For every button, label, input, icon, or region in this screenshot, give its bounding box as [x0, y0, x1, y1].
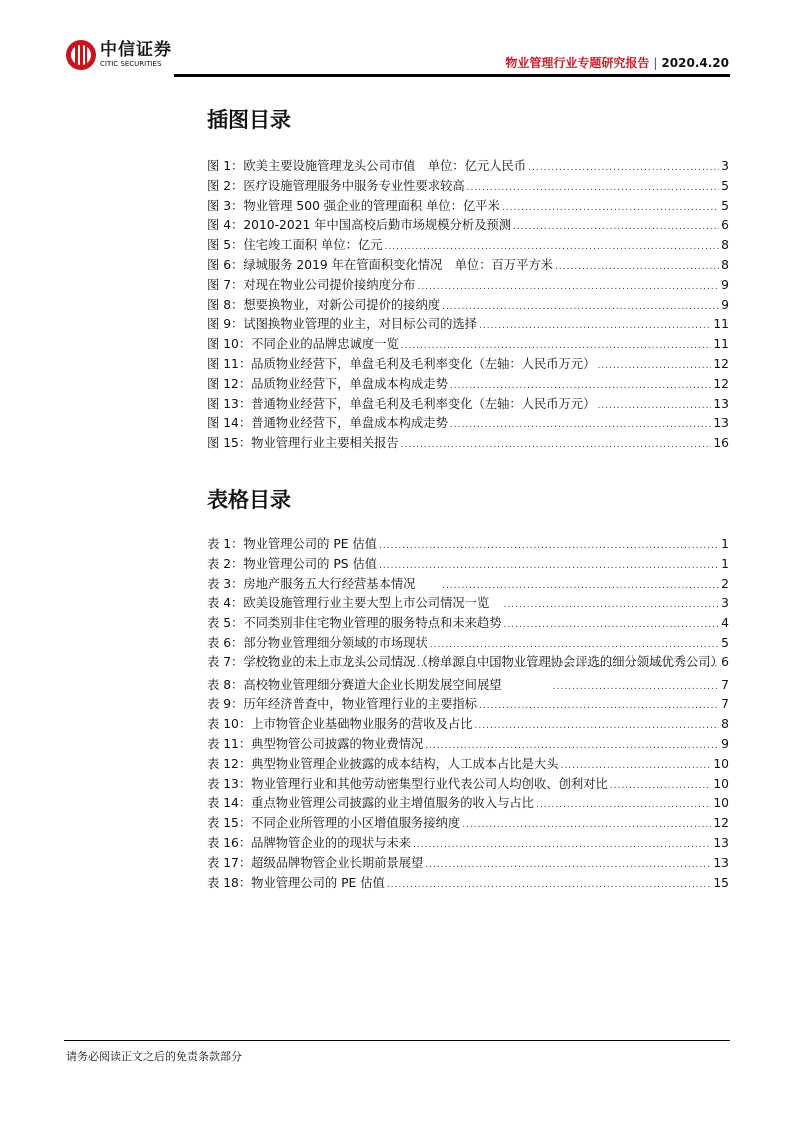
- toc-entry-label: 图 14：普通物业经营下，单盘成本构成走势: [207, 416, 448, 431]
- toc-page-number: 4: [721, 616, 729, 631]
- toc-entry-label: 表 12：典型物业管理企业披露的成本结构，人工成本占比是大头: [207, 756, 559, 771]
- figure-entry[interactable]: [207, 354, 729, 374]
- figure-entry[interactable]: [207, 275, 729, 295]
- toc-page-number: 15: [713, 875, 729, 890]
- footer-rule: [64, 1040, 730, 1041]
- toc-leader-dots: [442, 581, 719, 591]
- toc-leader-dots: [513, 222, 719, 232]
- toc-leader-dots: [597, 401, 711, 411]
- toc-entry-label: 表 11：典型物管公司披露的物业费情况: [207, 736, 424, 751]
- toc-leader-dots: [553, 682, 719, 692]
- toc-leader-dots: [385, 242, 720, 252]
- toc-page-number: 6: [721, 218, 729, 233]
- toc-entry-label: 图 1：欧美主要设施管理龙头公司市值 单位：亿元人民币: [207, 159, 527, 173]
- toc-entry-label: 图 9：试图换物业管理的业主，对目标公司的选择: [207, 317, 477, 332]
- figure-entry[interactable]: [207, 374, 729, 394]
- toc-entry-label: 表 16：品牌物管企业的的现状与未来: [207, 835, 412, 850]
- toc-page-number: 11: [713, 337, 729, 352]
- toc-leader-dots: [387, 880, 712, 890]
- table-entry[interactable]: [207, 774, 729, 794]
- toc-leader-dots: [561, 761, 712, 771]
- table-entry[interactable]: [207, 694, 729, 714]
- figure-entry[interactable]: [207, 334, 729, 354]
- figure-entry[interactable]: [207, 235, 729, 255]
- toc-entry-label: 图 10：不同企业的品牌忠诚度一览: [207, 337, 399, 352]
- toc-leader-dots: [450, 381, 711, 391]
- toc-page-number: 8: [721, 257, 729, 272]
- table-entry[interactable]: [207, 554, 729, 574]
- toc-entry-label: 图 2：医疗设施管理服务中服务专业性要求较高: [207, 178, 465, 193]
- toc-page-number: 6: [721, 654, 729, 669]
- header-rule: [174, 74, 730, 77]
- toc-entry-label: 表 5：不同类别非住宅物业管理的服务特点和未来趋势: [207, 616, 502, 631]
- toc-entry-label: 表 8：高校物业管理细分赛道大企业长期发展空间展望: [207, 677, 551, 692]
- toc-leader-dots: [450, 420, 711, 430]
- table-entry[interactable]: [207, 534, 729, 554]
- figure-entry[interactable]: [207, 413, 729, 433]
- toc-leader-dots: [528, 163, 719, 173]
- figures-heading: 插图目录: [207, 108, 291, 132]
- figures-toc: [207, 156, 729, 453]
- figure-entry[interactable]: [207, 433, 729, 453]
- toc-entry-label: 表 9：历年经济普查中，物业管理行业的主要指标: [207, 697, 477, 712]
- toc-entry-label: 图 7：对现在物业公司提价接纳度分布: [207, 277, 416, 292]
- table-entry[interactable]: [207, 653, 729, 675]
- figure-entry[interactable]: [207, 295, 729, 315]
- toc-entry-label: 表 15：不同企业所管理的小区增值服务接纳度: [207, 816, 461, 831]
- table-entry[interactable]: [207, 613, 729, 633]
- toc-entry-label: 图 4：2010-2021 年中国高校后勤市场规模分析及预测: [207, 218, 512, 233]
- figure-entry[interactable]: [207, 215, 729, 235]
- footer-disclaimer: 请务必阅读正文之后的免责条款部分: [66, 1050, 242, 1063]
- toc-leader-dots: [442, 302, 719, 312]
- toc-entry-label: 图 12：品质物业经营下，单盘成本构成走势: [207, 376, 448, 391]
- tables-toc: [207, 534, 729, 892]
- table-entry[interactable]: [207, 833, 729, 853]
- toc-leader-dots: [247, 655, 719, 675]
- toc-leader-dots: [467, 183, 720, 193]
- toc-page-number: 5: [721, 198, 729, 213]
- toc-page-number: 13: [713, 416, 729, 431]
- toc-entry-label: 表 6：部分物业管理细分领域的市场现状: [207, 635, 428, 650]
- toc-page-number: 16: [713, 436, 729, 451]
- toc-page-number: 12: [713, 376, 729, 391]
- toc-page-number: 13: [713, 855, 729, 870]
- table-entry[interactable]: [207, 754, 729, 774]
- toc-leader-dots: [475, 721, 720, 731]
- toc-entry-label: 表 18：物业管理公司的 PE 估值: [207, 875, 385, 890]
- figure-entry[interactable]: [207, 314, 729, 334]
- figure-entry[interactable]: [207, 156, 729, 176]
- table-entry[interactable]: [207, 873, 729, 893]
- figure-entry[interactable]: [207, 196, 729, 216]
- toc-entry-label: 表 2：物业管理公司的 PS 估值: [207, 556, 378, 571]
- toc-leader-dots: [462, 820, 711, 830]
- header-separator: |: [653, 56, 658, 70]
- toc-entry-label: 表 13：物业管理行业和其他劳动密集型行业代表公司人均创收、创利对比: [207, 776, 608, 791]
- table-entry[interactable]: [207, 734, 729, 754]
- tables-heading: 表格目录: [207, 488, 291, 512]
- toc-leader-dots: [536, 800, 711, 810]
- toc-entry-label: 图 13：普通物业经营下，单盘毛利及毛利率变化（左轴：人民币万元）: [207, 396, 596, 411]
- header-info: [505, 54, 729, 71]
- toc-page-number: 7: [721, 677, 729, 692]
- toc-page-number: 12: [713, 816, 729, 831]
- table-entry[interactable]: [207, 793, 729, 813]
- table-entry[interactable]: [207, 574, 729, 594]
- toc-page-number: 7: [721, 697, 729, 712]
- report-title: 物业管理行业专题研究报告: [505, 56, 650, 70]
- toc-page-number: 11: [713, 317, 729, 332]
- toc-entry-label: 图 3：物业管理 500 强企业的管理面积 单位：亿平米: [207, 198, 500, 213]
- table-entry[interactable]: [207, 813, 729, 833]
- toc-page-number: 3: [721, 596, 729, 611]
- toc-page-number: 8: [721, 717, 729, 732]
- figure-entry[interactable]: [207, 255, 729, 275]
- toc-leader-dots: [379, 541, 719, 551]
- figure-entry[interactable]: [207, 176, 729, 196]
- toc-page-number: 13: [713, 396, 729, 411]
- toc-page-number: 1: [721, 537, 729, 551]
- toc-page-number: 10: [713, 776, 729, 791]
- toc-leader-dots: [379, 561, 719, 571]
- toc-leader-dots: [417, 282, 719, 292]
- toc-page-number: 1: [721, 556, 729, 571]
- toc-leader-dots: [430, 640, 719, 650]
- toc-entry-label: 表 17：超级品牌物管企业长期前景展望: [207, 855, 424, 870]
- toc-entry-label: 表 3：房地产服务五大行经营基本情况: [207, 576, 441, 591]
- toc-page-number: 13: [713, 835, 729, 850]
- toc-entry-label: 图 5：住宅竣工面积 单位：亿元: [207, 238, 383, 253]
- toc-leader-dots: [425, 860, 711, 870]
- table-entry[interactable]: [207, 853, 729, 873]
- toc-page-number: 12: [713, 356, 729, 371]
- table-entry[interactable]: [207, 633, 729, 653]
- toc-leader-dots: [479, 701, 719, 711]
- toc-page-number: 9: [721, 736, 729, 751]
- toc-leader-dots: [425, 741, 719, 751]
- citic-logo: [66, 40, 172, 70]
- toc-leader-dots: [479, 321, 711, 331]
- toc-entry-label: 图 11：品质物业经营下，单盘毛利及毛利率变化（左轴：人民币万元）: [207, 356, 596, 371]
- logo-en: CITIC SECURITIES: [100, 60, 162, 68]
- toc-page-number: 5: [721, 635, 729, 650]
- toc-entry-label: 图 8：想要换物业，对新公司提价的接纳度: [207, 297, 441, 312]
- toc-leader-dots: [610, 781, 712, 791]
- toc-page-number: 5: [721, 178, 729, 193]
- toc-leader-dots: [401, 440, 712, 450]
- toc-leader-dots: [504, 600, 720, 610]
- toc-entry-label: 表 14：重点物业管理公司披露的业主增值服务的收入与占比: [207, 796, 534, 811]
- toc-leader-dots: [504, 620, 720, 630]
- toc-page-number: 8: [721, 238, 729, 253]
- toc-leader-dots: [401, 341, 712, 351]
- table-entry[interactable]: [207, 593, 729, 613]
- table-entry[interactable]: [207, 675, 729, 695]
- toc-page-number: 2: [721, 576, 729, 591]
- toc-entry-label: 表 10：上市物管企业基础物业服务的营收及占比: [207, 717, 473, 732]
- toc-page-number: 10: [713, 796, 729, 811]
- logo-cn: 中信证券: [100, 40, 172, 60]
- table-entry[interactable]: [207, 714, 729, 734]
- toc-leader-dots: [413, 840, 711, 850]
- toc-leader-dots: [555, 262, 719, 272]
- toc-page-number: 9: [721, 277, 729, 292]
- toc-leader-dots: [597, 361, 711, 371]
- toc-entry-label: 图 6：绿城服务 2019 年在管面积变化情况 单位：百万平方米: [207, 257, 553, 272]
- toc-leader-dots: [502, 203, 719, 213]
- toc-entry-label: 表 1：物业管理公司的 PE 估值: [207, 537, 378, 551]
- toc-page-number: 10: [713, 756, 729, 771]
- toc-entry-label: 图 15：物业管理行业主要相关报告: [207, 436, 399, 451]
- toc-page-number: 9: [721, 297, 729, 312]
- toc-entry-label: 表 4：欧美设施管理行业主要大型上市公司情况一览: [207, 596, 502, 611]
- figure-entry[interactable]: [207, 394, 729, 414]
- toc-page-number: 3: [721, 159, 729, 173]
- citic-logo-icon: [66, 40, 96, 70]
- report-date: 2020.4.20: [661, 56, 729, 70]
- toc-entry-label: 表 7：学校物业的未上市龙头公司情况（榜单源自中国物业管理协会评选的细分领域优秀公司）: [207, 654, 723, 669]
